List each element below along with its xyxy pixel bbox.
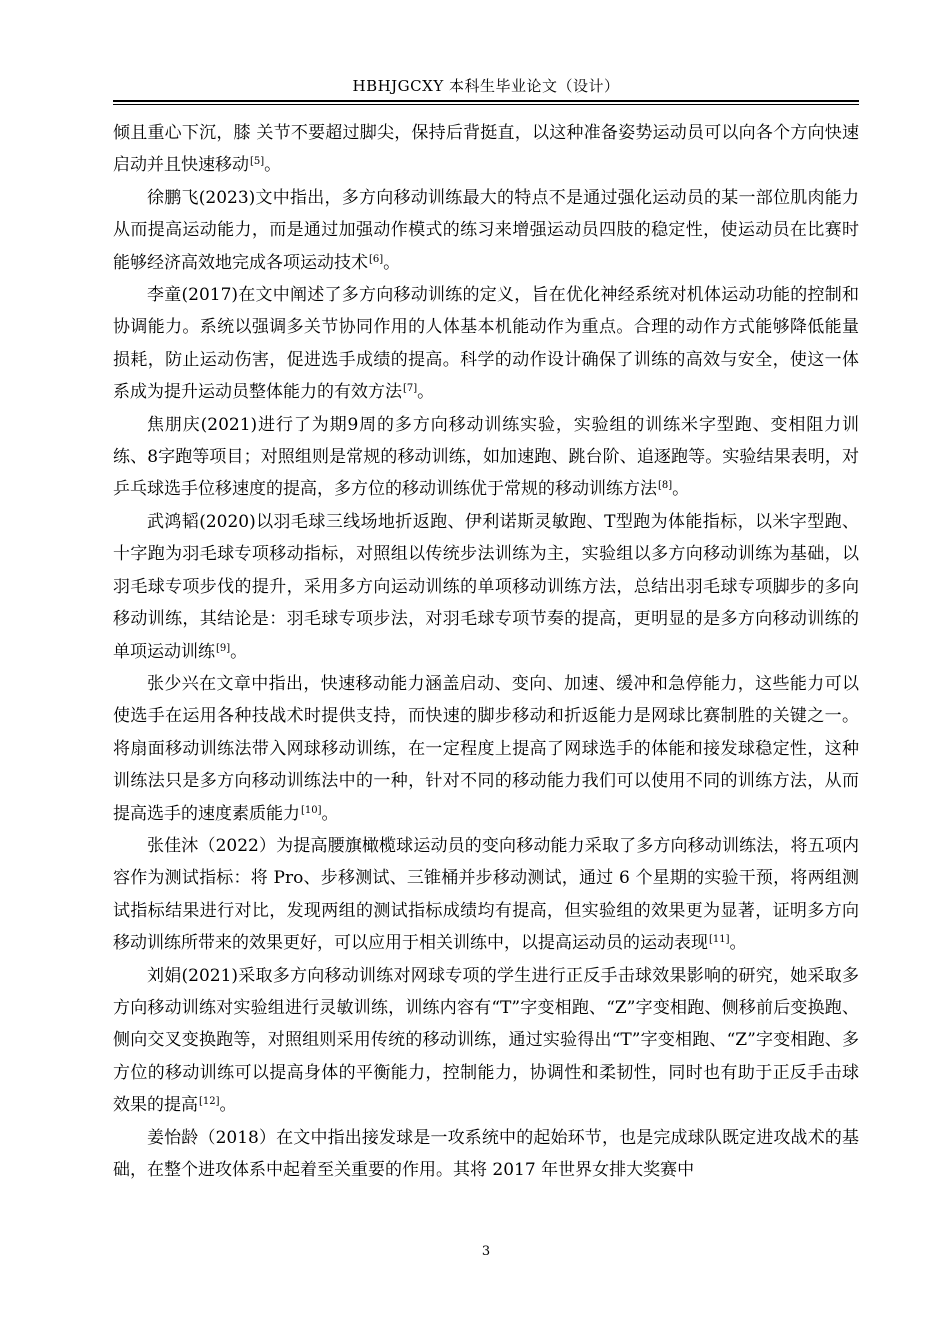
- paragraph-tail: 。: [264, 155, 282, 176]
- header-rule: [113, 100, 859, 102]
- page-number: 3: [481, 1244, 491, 1259]
- paragraph-tail: 。: [219, 1095, 237, 1116]
- citation-ref: [12]: [199, 1096, 220, 1108]
- citation-ref: [8]: [658, 480, 673, 492]
- paragraph-text: 姜怡龄（2018）在文中指出接发球是一攻系统中的起始环节，也是完成球队既定进攻战术的基础，在整个进攻体系中起着至关重要的作用。其将 2017 年世界女排大奖赛中: [113, 1127, 859, 1180]
- paragraph-tail: 。: [321, 803, 339, 824]
- citation-ref: [5]: [250, 156, 265, 168]
- body-text: [113, 117, 859, 1186]
- paragraph-text: 刘娟(2021)采取多方向移动训练对网球专项的学生进行正反手击球效果影响的研究，她采取多方向移动训练对实验组进行灵敏训练，训练内容有“T”字变相跑、“Z”字变相跑、侧移前后变换跑、侧向交叉变换跑等，对照组则采用传统的移动训练，通过实验得出“T”字变相跑、“Z”字变相跑、多方位的移动训练可以提高身体的平衡能力，控制能力，协调性和柔韧性，同时也有助于正反手击球效果的提高: [113, 965, 859, 1116]
- citation-ref: [6]: [369, 253, 384, 265]
- paragraph-text: 李童(2017)在文中阐述了多方向移动训练的定义，旨在优化神经系统对机体运动功能的控制和协调能力。系统以强调多关节协同作用的人体基本机能动作为重点。合理的动作方式能够降低能量损耗，防止运动伤害，促进选手成绩的提高。科学的动作设计确保了训练的高效与安全，使这一体系成为提升运动员整体能力的有效方法: [113, 285, 859, 403]
- header-rule-thin: [113, 104, 859, 105]
- paragraph-text: 徐鹏飞(2023)文中指出，多方向移动训练最大的特点不是通过强化运动员的某一部位肌肉能力从而提高运动能力，而是通过加强动作模式的练习来增强运动员四肢的稳定性，使运动员在比赛时能够经济高效地完成各项运动技术: [113, 187, 859, 273]
- paragraph: [113, 279, 859, 409]
- paragraph-tail: 。: [230, 641, 248, 662]
- paragraph: [113, 506, 859, 668]
- paragraph-text: 焦朋庆(2021)进行了为期9周的多方向移动训练实验，实验组的训练米字型跑、变相阻力训练、8字跑等项目；对照组则是常规的移动训练，如加速跑、跳台阶、追逐跑等。实验结果表明，对乒乓球选手位移速度的提高，多方位的移动训练优于常规的移动训练方法: [113, 414, 859, 500]
- paragraph: [113, 1122, 859, 1187]
- paragraph-text: 武鸿韬(2020)以羽毛球三线场地折返跑、伊利诺斯灵敏跑、T型跑为体能指标，以米字型跑、十字跑为羽毛球专项移动指标，对照组以传统步法训练为主，实验组以多方向移动训练为基础，以羽毛球专项步伐的提升，采用多方向运动训练的单项移动训练方法，总结出羽毛球专项脚步的多向移动训练，其结论是：羽毛球专项步法，对羽毛球专项节奏的提高，更明显的是多方向移动训练的单项运动训练: [113, 511, 859, 662]
- paragraph-continuation: [113, 117, 859, 182]
- paragraph-tail: 。: [672, 479, 690, 500]
- running-header: HBHJGCXY 本科生毕业论文（设计）: [352, 77, 620, 95]
- paragraph: [113, 960, 859, 1122]
- paragraph: [113, 830, 859, 960]
- paragraph: [113, 409, 859, 506]
- citation-ref: [9]: [216, 642, 231, 654]
- paragraph-text: 张佳沐（2022）为提高腰旗橄榄球运动员的变向移动能力采取了多方向移动训练法，将五项内容作为测试指标：将 Pro、步移测试、三锥桶并步移动测试，通过 6 个星期的实验干预，将两组测试指标结果进行对比，发现两组的测试指标成绩均有提高，但实验组的效果更为显著，证明多方向移动训练所带来的效果更好，可以应用于相关训练中，以提高运动员的运动表现: [113, 835, 859, 954]
- paragraph-tail: 。: [417, 382, 435, 403]
- paragraph-text: 倾且重心下沉，膝 关节不要超过脚尖，保持后背挺直，以这种准备姿势运动员可以向各个方向快速启动并且快速移动: [113, 123, 859, 176]
- citation-ref: [11]: [709, 934, 730, 946]
- citation-ref: [10]: [301, 804, 322, 816]
- paragraph-tail: 。: [729, 933, 747, 954]
- paragraph: [113, 182, 859, 279]
- paragraph-text: 张少兴在文章中指出，快速移动能力涵盖启动、变向、加速、缓冲和急停能力，这些能力可以使选手在运用各种技战术时提供支持，而快速的脚步移动和折返能力是网球比赛制胜的关键之一。将扇面移动训练法带入网球移动训练，在一定程度上提高了网球选手的体能和接发球稳定性，这种训练法只是多方向移动训练法中的一种，针对不同的移动能力我们可以使用不同的训练方法，从而提高选手的速度素质能力: [113, 673, 859, 824]
- paragraph: [113, 668, 859, 830]
- paragraph-tail: 。: [383, 252, 401, 273]
- citation-ref: [7]: [403, 383, 418, 395]
